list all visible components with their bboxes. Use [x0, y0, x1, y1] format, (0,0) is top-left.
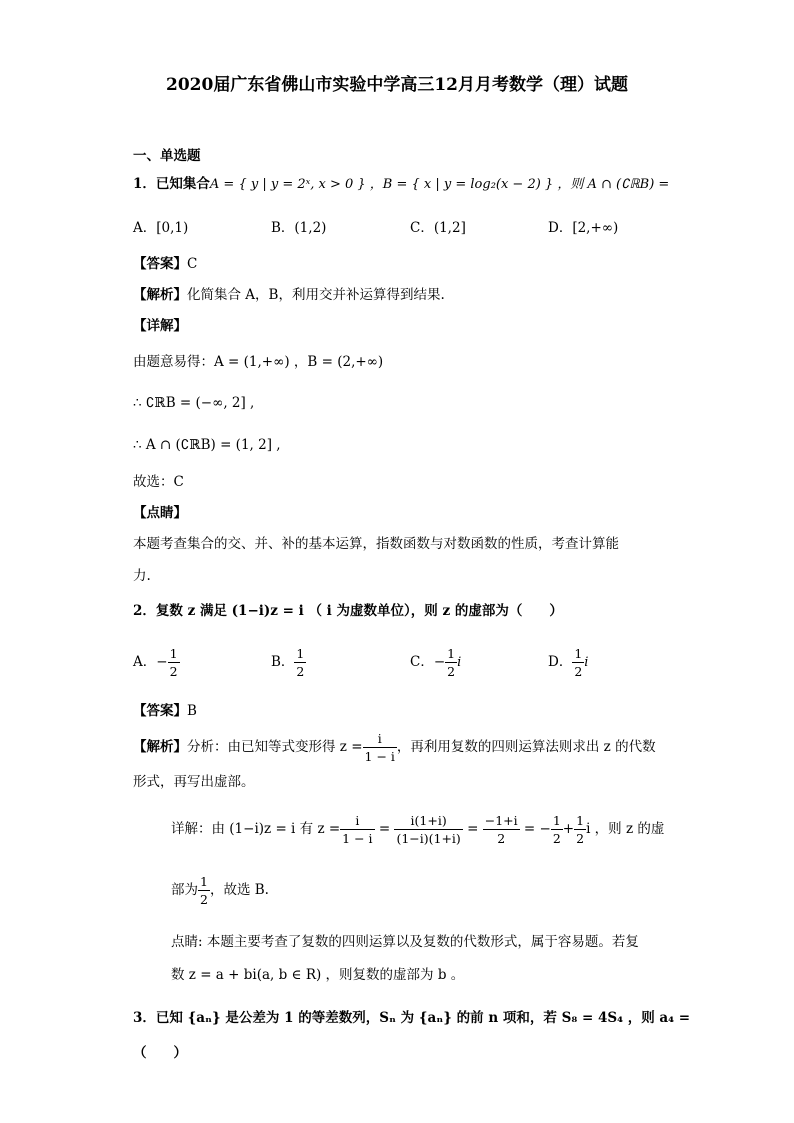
- option-label: A．: [133, 654, 157, 670]
- q1-option-d: D．[2,+∞): [548, 220, 619, 236]
- question-3-stem: 3．已知 {aₙ} 是公差为 1 的等差数列，Sₙ 为 {aₙ} 的前 n 项和，若 S₈ = 4S₄ ，则 a₄ =: [133, 1010, 691, 1026]
- option-fraction: [294, 645, 306, 680]
- detail-text: 详解：由 (1−i)z = i 有 z =: [171, 821, 341, 837]
- section-heading: 一、单选题: [133, 148, 201, 164]
- numerator: 1: [552, 813, 561, 828]
- detail-fraction: [483, 812, 520, 847]
- q2-analysis: [133, 730, 656, 765]
- denominator: 2: [574, 664, 583, 679]
- option-label: B．: [271, 654, 295, 670]
- denominator: 2: [296, 664, 305, 679]
- denominator: 2: [552, 831, 561, 846]
- page-title: 2020届广东省佛山市实验中学高三12月月考数学（理）试题: [166, 75, 628, 95]
- numerator: i: [363, 730, 397, 748]
- analysis-text: ，再利用复数的四则运算法则求出 z 的代数: [396, 739, 656, 755]
- analysis-label: 【解析】: [133, 287, 187, 303]
- denominator: 2: [497, 831, 506, 846]
- detail-text: ，故选 B.: [209, 882, 269, 898]
- option-label: C．: [410, 654, 434, 670]
- q1-answer: [133, 254, 197, 274]
- question-3-stem-line-2: （ ）: [133, 1045, 187, 1061]
- question-2-stem: 2．复数 z 满足 (1−i)z = i （ i 为虚数单位），则 z 的虚部为（ ）: [133, 603, 563, 619]
- detail-text: 部为: [171, 882, 198, 898]
- denominator: 1 − i: [364, 749, 395, 764]
- detail-fraction: [340, 812, 374, 847]
- q1-analysis: [133, 285, 445, 305]
- answer-label: 【答案】: [133, 256, 187, 272]
- detail-text: i ，则 z 的虚: [586, 821, 665, 837]
- q1-comment-line-2: 力.: [133, 568, 151, 584]
- option-sign: −: [156, 654, 168, 670]
- q2-answer: [133, 701, 197, 721]
- option-suffix: i: [457, 655, 462, 670]
- option-sign: −: [433, 654, 446, 670]
- detail-fraction: [574, 812, 586, 847]
- q2-option-b: [271, 645, 306, 680]
- q1-option-c: C．(1,2]: [410, 220, 466, 236]
- option-fraction: [168, 645, 180, 680]
- numerator: 1: [296, 646, 305, 661]
- q1-detail-line-4: 故选：C: [133, 474, 184, 490]
- answer-value: B: [187, 703, 197, 719]
- detail-fraction: [551, 812, 563, 847]
- option-label: D．: [548, 654, 573, 670]
- analysis-fraction: [363, 730, 397, 765]
- answer-label: 【答案】: [133, 703, 187, 719]
- q1-detail-label: 【详解】: [133, 318, 187, 334]
- analysis-text: 化简集合 A，B，利用交并补运算得到结果.: [187, 287, 445, 303]
- question-1-stem: [133, 174, 669, 195]
- denominator: 2: [447, 664, 456, 679]
- question-1-number: 1．已知集合: [133, 176, 210, 192]
- q1-option-b: B．(1,2): [271, 220, 327, 236]
- numerator: −1+i: [484, 813, 518, 828]
- answer-value: C: [187, 256, 198, 272]
- denominator: (1−i)(1+i): [396, 831, 461, 846]
- q1-detail-line-2: ∴ ∁ℝB = (−∞, 2] ,: [133, 395, 255, 411]
- option-fraction: [445, 645, 457, 680]
- q2-comment-line-1: 点睛: 本题主要考查了复数的四则运算以及复数的代数形式，属于容易题。若复: [171, 934, 639, 950]
- question-1-math: A = { y | y = 2ˣ, x > 0 } ，B = { x | y = log₂(x − 2) } ，则 A ∩ (∁ℝB) =: [209, 177, 670, 192]
- detail-fraction: [198, 873, 210, 908]
- numerator: 1: [576, 813, 585, 828]
- q2-detail-line-2: [171, 873, 269, 908]
- q1-comment-line-1: 本题考查集合的交、并、补的基本运算，指数函数与对数函数的性质，考查计算能: [133, 536, 619, 552]
- q2-option-a: [133, 645, 180, 680]
- q1-comment-label: 【点睛】: [133, 505, 187, 521]
- option-fraction: [572, 645, 584, 680]
- q2-analysis-line-2: 形式，再写出虚部。: [133, 774, 255, 790]
- numerator: i(1+i): [394, 812, 462, 830]
- denominator: 2: [200, 892, 208, 907]
- q2-option-d: [548, 645, 588, 680]
- q2-option-c: [410, 645, 461, 680]
- detail-fraction: [394, 812, 462, 847]
- denominator: 1 − i: [342, 831, 373, 846]
- q2-detail: 详解：由 (1−i)z = i 有 z = $\frac{i}{1 - i}$ = $\frac{i(1+i)}{(1-i)(1+i)}$ = $\frac{-1+i}{2}$ = − $\frac{1}{2}$ + $\frac{1}{2}$ i ，则 z 的虚: [171, 813, 665, 846]
- denominator: 2: [576, 831, 585, 846]
- q1-option-a: A．[0,1): [133, 220, 189, 236]
- numerator: 1: [200, 874, 208, 889]
- numerator: 1: [574, 646, 583, 661]
- option-suffix: i: [584, 655, 589, 670]
- q1-detail-line-1: 由题意易得：A = (1,+∞) ，B = (2,+∞): [133, 354, 384, 370]
- analysis-text: 分析：由已知等式变形得 z =: [187, 739, 363, 755]
- numerator: 1: [447, 646, 456, 661]
- denominator: 2: [169, 664, 178, 679]
- numerator: 1: [169, 646, 178, 661]
- analysis-label: 【解析】: [133, 739, 187, 755]
- q2-comment-line-2: 数 z = a + bi(a, b ∈ R) ，则复数的虚部为 b 。: [171, 967, 465, 983]
- q1-detail-line-3: ∴ A ∩ (∁ℝB) = (1, 2] ,: [133, 437, 281, 453]
- numerator: i: [340, 812, 374, 830]
